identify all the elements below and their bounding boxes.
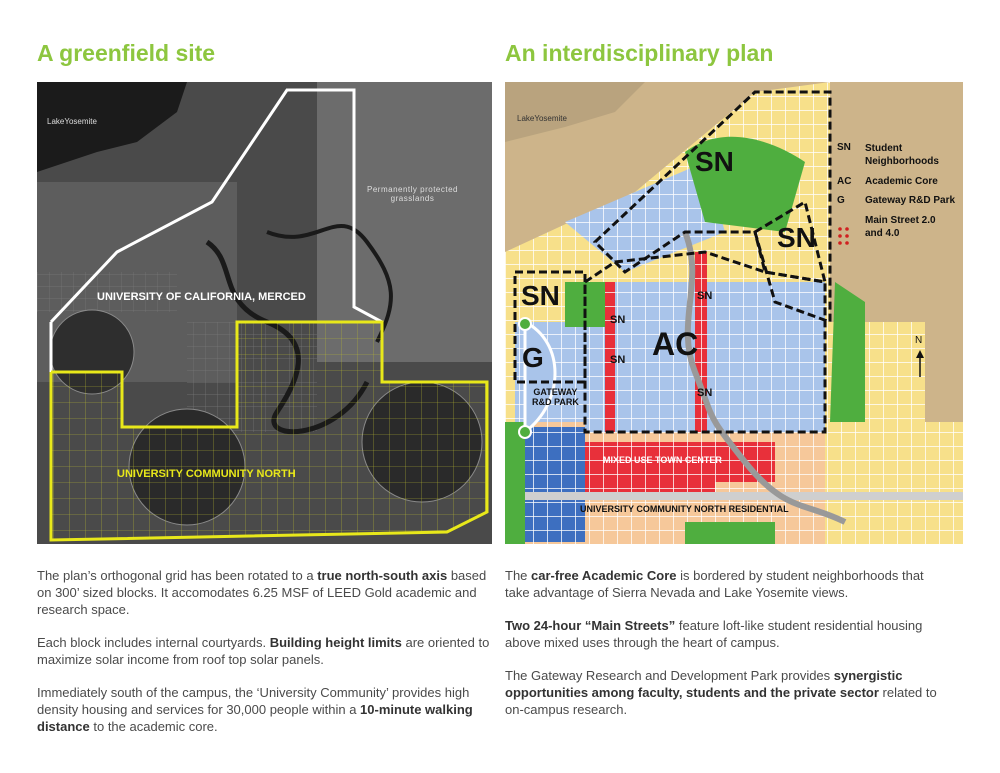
legend-code: AC [837,176,852,187]
sn-small-3: SN [610,354,626,366]
university-community-north-label: UNIVERSITY COMMUNITY NORTH [117,468,296,480]
campus-plan-map [505,82,963,544]
sn-small-4: SN [697,387,713,399]
right-title: An interdisciplinary plan [505,40,774,66]
map-legend [837,142,955,248]
residential-label: UNIVERSITY COMMUNITY NORTH RESIDENTIAL [580,504,789,514]
legend-label: Student Neighborhoods [865,143,939,167]
legend-item [837,176,955,187]
legend-code [837,214,865,240]
sn-small-1: SN [697,290,713,302]
grasslands-label: Permanently protected grasslands [367,185,458,203]
gateway-label: GATEWAY R&D PARK [532,387,579,407]
legend-item [837,142,955,168]
aerial-site-photo [37,82,492,544]
right-paragraph-3: The Gateway Research and Development Park provides synergistic opportunities among faculty, students and the private sector related to on-campus research. [505,668,937,717]
right-paragraph-2: Two 24-hour “Main Streets” feature loft-like student residential housing above mixed uses through the heart of campus. [505,618,923,650]
legend-label: Main Street 2.0 and 4.0 [865,215,936,239]
sn-label-2: SN [777,222,816,253]
legend-label: Academic Core [865,176,938,187]
ac-label: AC [652,326,699,362]
g-label: G [522,342,544,373]
uc-merced-label: UNIVERSITY OF CALIFORNIA, MERCED [97,291,306,303]
left-paragraph-1: The plan’s orthogonal grid has been rotated to a true north-south axis based on 300’ sized blocks. It accomodates 6.25 MSF of LEED Gold academic and research space. [37,568,487,617]
sn-label-1: SN [695,146,734,177]
left-paragraph-3: Immediately south of the campus, the ‘University Community’ provides high density housing and services for 30,000 people within a 10-minute walking distance to the academic core. [37,685,473,734]
left-paragraph-2: Each block includes internal courtyards. Building height limits are oriented to maximize solar income from roof top solar panels. [37,635,490,667]
sn-label-3: SN [521,280,560,311]
sn-small-2: SN [610,314,626,326]
town-center-label: MIXED USE TOWN CENTER [603,455,722,465]
legend-label: Gateway R&D Park [865,195,956,206]
right-paragraph-1: The car-free Academic Core is bordered by student neighborhoods that take advantage of Sierra Nevada and Lake Yosemite views. [505,568,924,600]
legend-item [837,214,955,240]
legend-item [837,195,955,206]
legend-code: G [837,195,845,206]
lake-yosemite-label: LakeYosemite [47,117,97,126]
north-label: N [915,335,923,346]
lake-yosemite-label-right: LakeYosemite [517,114,567,123]
left-title: A greenfield site [37,40,216,66]
legend-code: SN [837,142,851,153]
